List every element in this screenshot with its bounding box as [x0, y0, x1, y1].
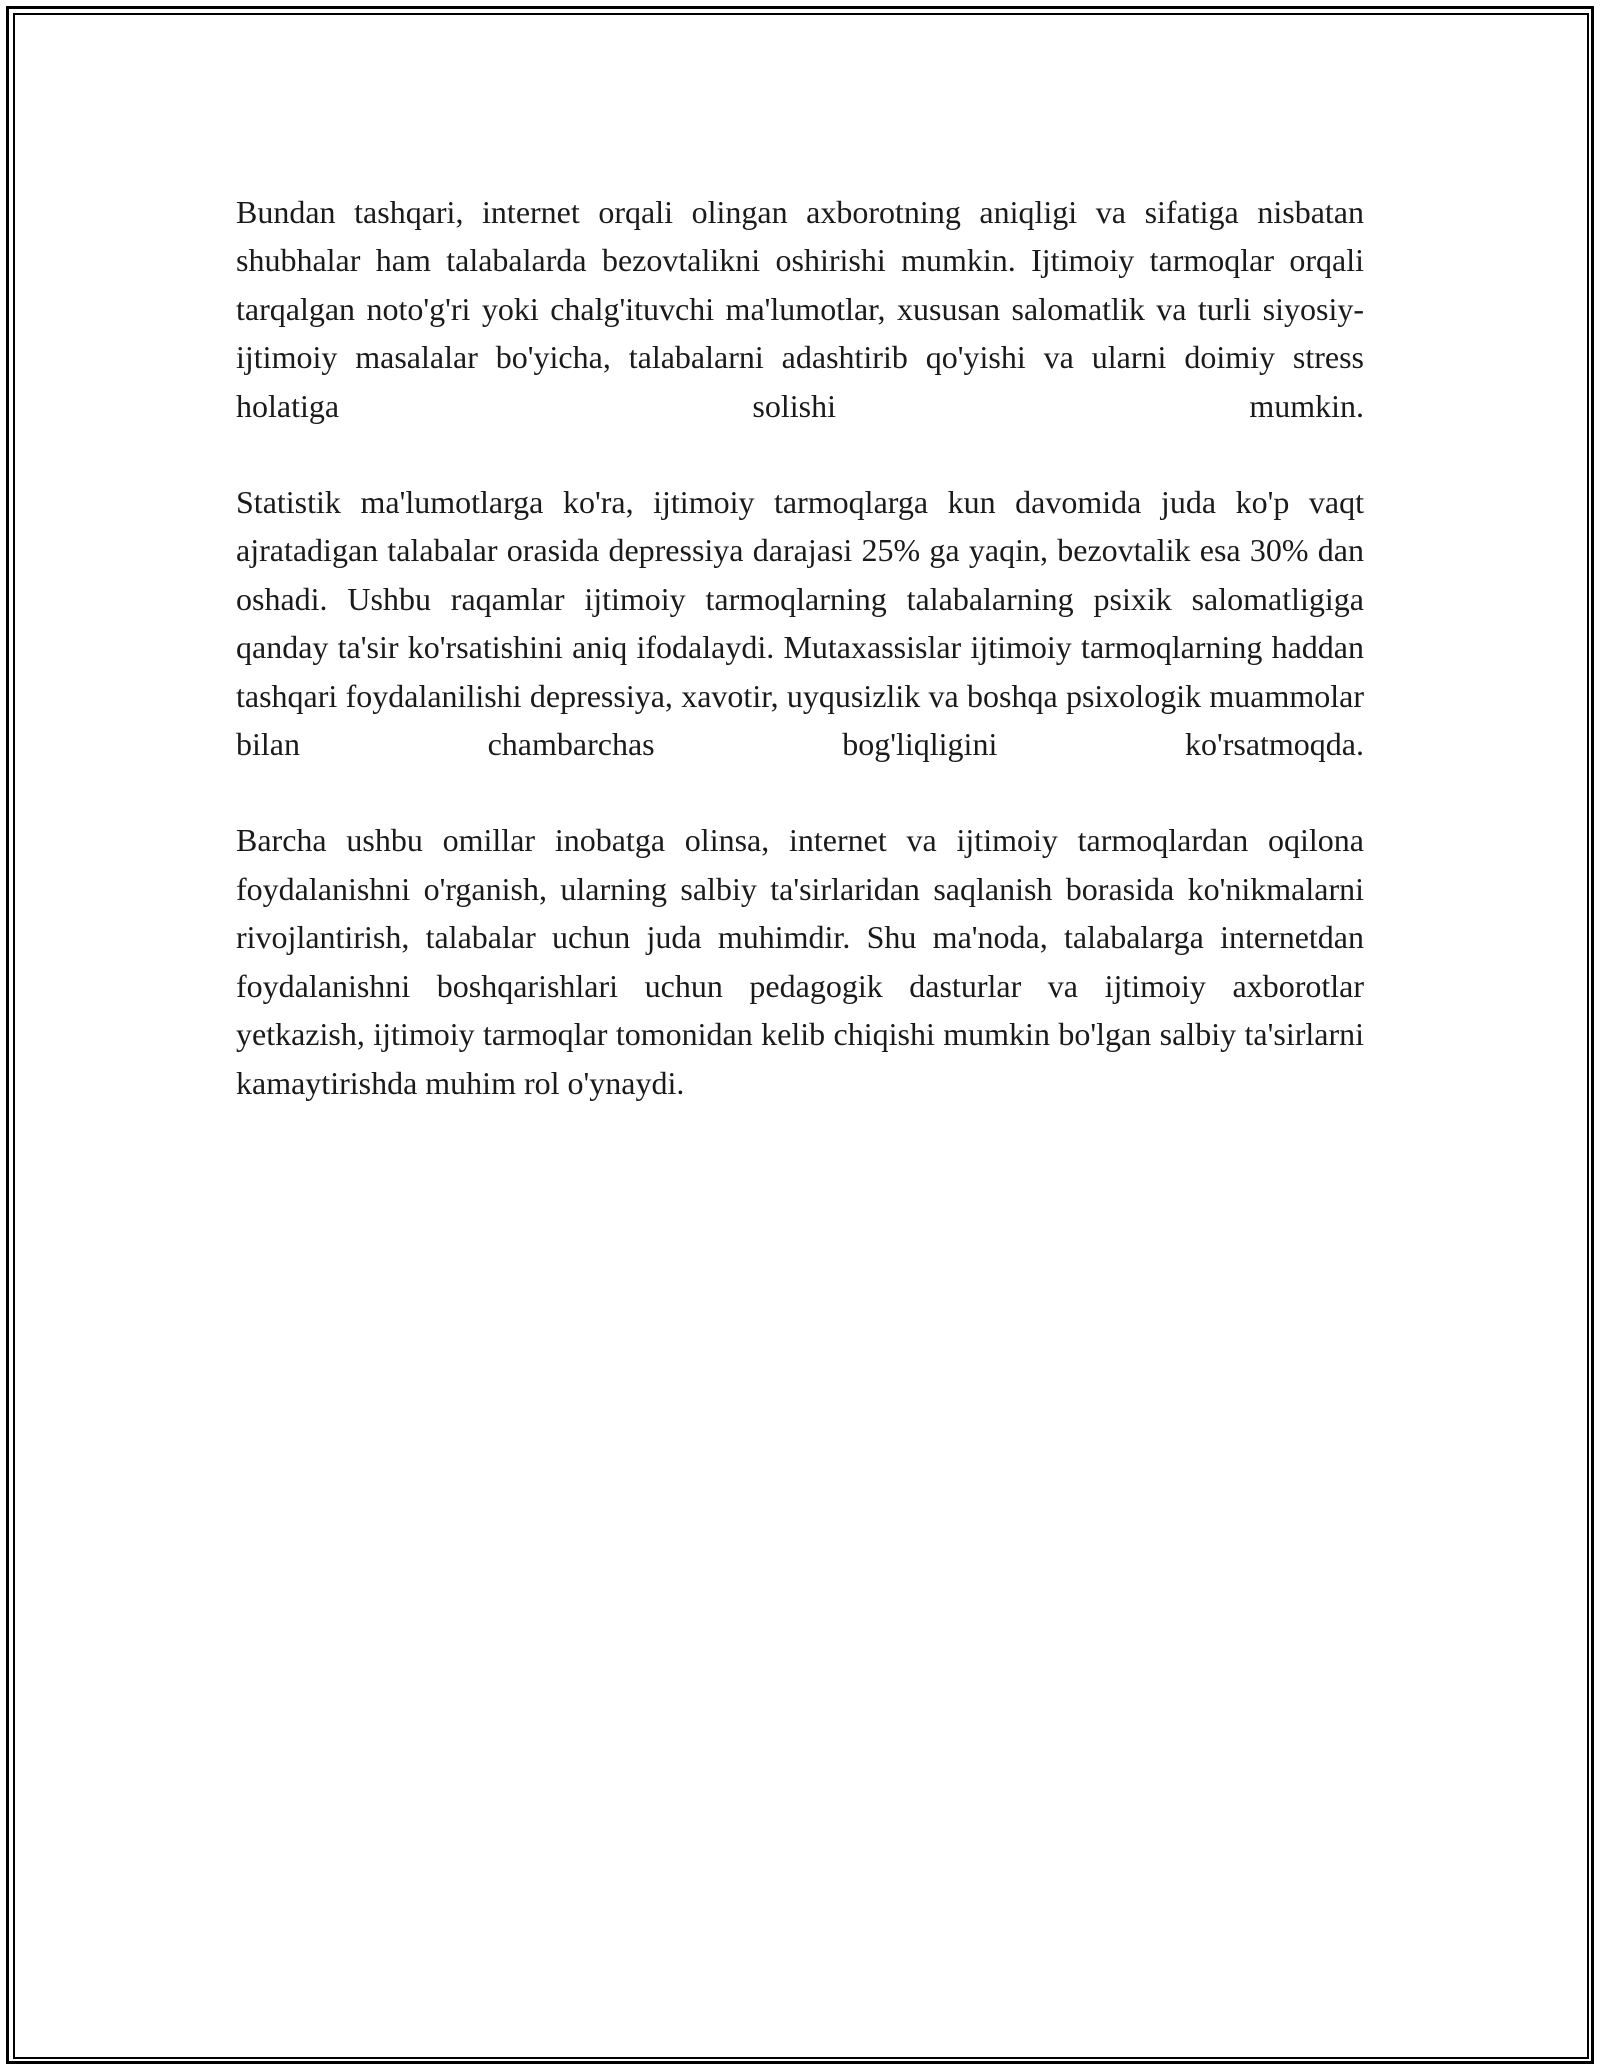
paragraph-conclusion: Barcha ushbu omillar inobatga olinsa, internet va ijtimoiy tarmoqlardan oqilona foydalanishni o'rganish, ularning salbiy ta'sirlaridan saqlanish borasida ko'nikmalarni rivojlantirish, talabalar uchun juda muhimdir. Shu ma'noda, talabalarga internetdan foydalanishni boshqarishlari uchun pedagogik dasturlar va ijtimoiy axborotlar yetkazish, ijtimoiy tarmoqlar tomonidan kelib chiqishi mumkin bo'lgan salbiy ta'sirlarni kamaytirishda muhim rol o'ynaydi.	[236, 822, 1364, 1101]
paragraph-internet-reliability: Bundan tashqari, internet orqali olingan axborotning aniqligi va sifatiga nisbatan shubhalar ham talabalarda bezovtalikni oshirishi mumkin. Ijtimoiy tarmoqlar orqali tarqalgan noto'g'ri yoki chalg'ituvchi ma'lumotlar, xususan salomatlik va turli siyosiy-ijtimoiy masalalar bo'yicha, talabalarni adashtirib qo'yishi va ularni doimiy stress holatiga solishi mumkin.	[236, 194, 1364, 424]
paragraph-statistics: Statistik ma'lumotlarga ko'ra, ijtimoiy tarmoqlarga kun davomida juda ko'p vaqt ajratadigan talabalar orasida depressiya darajasi 25% ga yaqin, bezovtalik esa 30% dan oshadi. Ushbu raqamlar ijtimoiy tarmoqlarning talabalarning psixik salomatligiga qanday ta'sir ko'rsatishini aniq ifodalaydi. Mutaxassislar ijtimoiy tarmoqlarning haddan tashqari foydalanilishi depressiya, xavotir, uyqusizlik va boshqa psixologik muammolar bilan chambarchas bog'liqligini ko'rsatmoqda.	[236, 484, 1364, 763]
document-body	[236, 188, 1364, 1107]
